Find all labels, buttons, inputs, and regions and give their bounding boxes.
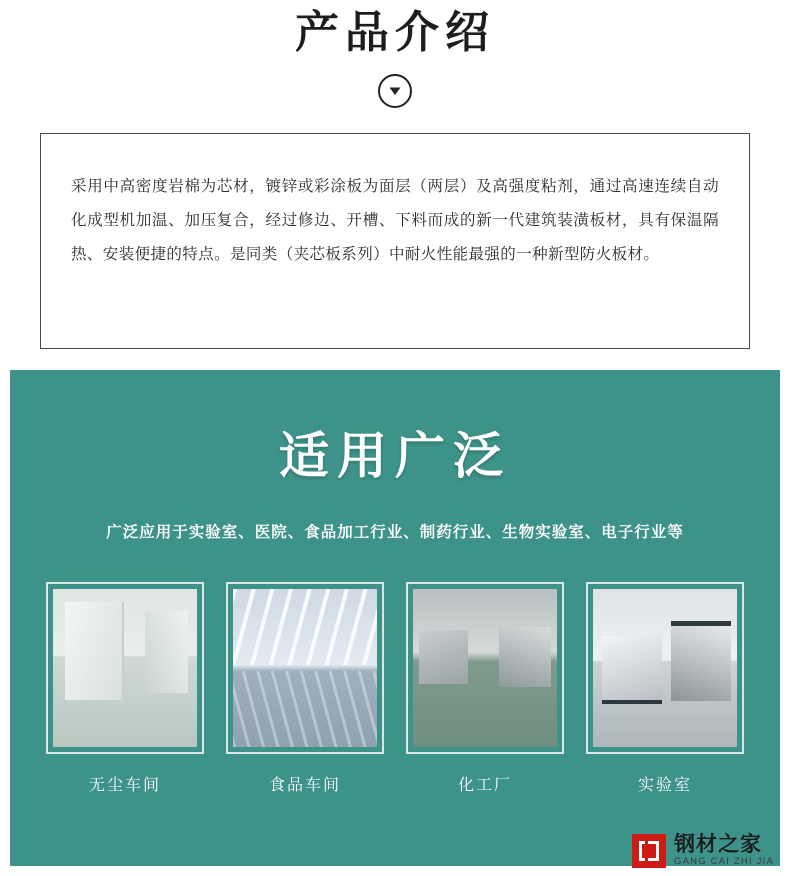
application-card: [46, 582, 204, 795]
card-caption: 无尘车间: [88, 777, 161, 794]
gangcai-logo-icon: [632, 834, 666, 868]
application-card: [226, 582, 384, 795]
chemical-plant-photo: [413, 589, 557, 747]
laboratory-photo: [593, 589, 737, 747]
application-card: [586, 582, 744, 795]
description-text: 采用中高密度岩棉为芯材，镀锌或彩涂板为面层（两层）及高强度粘剂，通过高速连续自动化成型机加温、加压复合，经过修边、开槽、下料而成的新一代建筑装潢板材，具有保温隔热、安装便捷的特点。是同类（夹芯板系列）中耐火性能最强的一种新型防火板材。: [71, 178, 719, 263]
card-caption: 实验室: [637, 777, 692, 794]
description-box: [40, 133, 750, 349]
card-image-frame: [46, 582, 204, 754]
brand-logo: [632, 833, 774, 868]
application-section: [10, 370, 780, 866]
application-card: [406, 582, 564, 795]
brand-logo-text: [674, 833, 774, 868]
chevron-down-circle-icon: [378, 74, 412, 108]
brand-name-en: GANG CAI ZHI JIA: [674, 856, 774, 867]
page-header: [0, 0, 790, 108]
brand-name-cn: 钢材之家: [674, 832, 763, 856]
card-image-frame: [586, 582, 744, 754]
clean-corridor-photo: [53, 589, 197, 747]
card-image-frame: [406, 582, 564, 754]
page-title: 产品介绍: [295, 7, 495, 58]
application-card-list: [10, 582, 780, 795]
card-image-frame: [226, 582, 384, 754]
food-workshop-photo: [233, 589, 377, 747]
card-caption: 食品车间: [268, 777, 341, 794]
application-title: 适用广泛: [279, 427, 511, 485]
application-subtitle: 广泛应用于实验室、医院、食品加工行业、制药行业、生物实验室、电子行业等: [106, 524, 684, 541]
card-caption: 化工厂: [457, 777, 512, 794]
